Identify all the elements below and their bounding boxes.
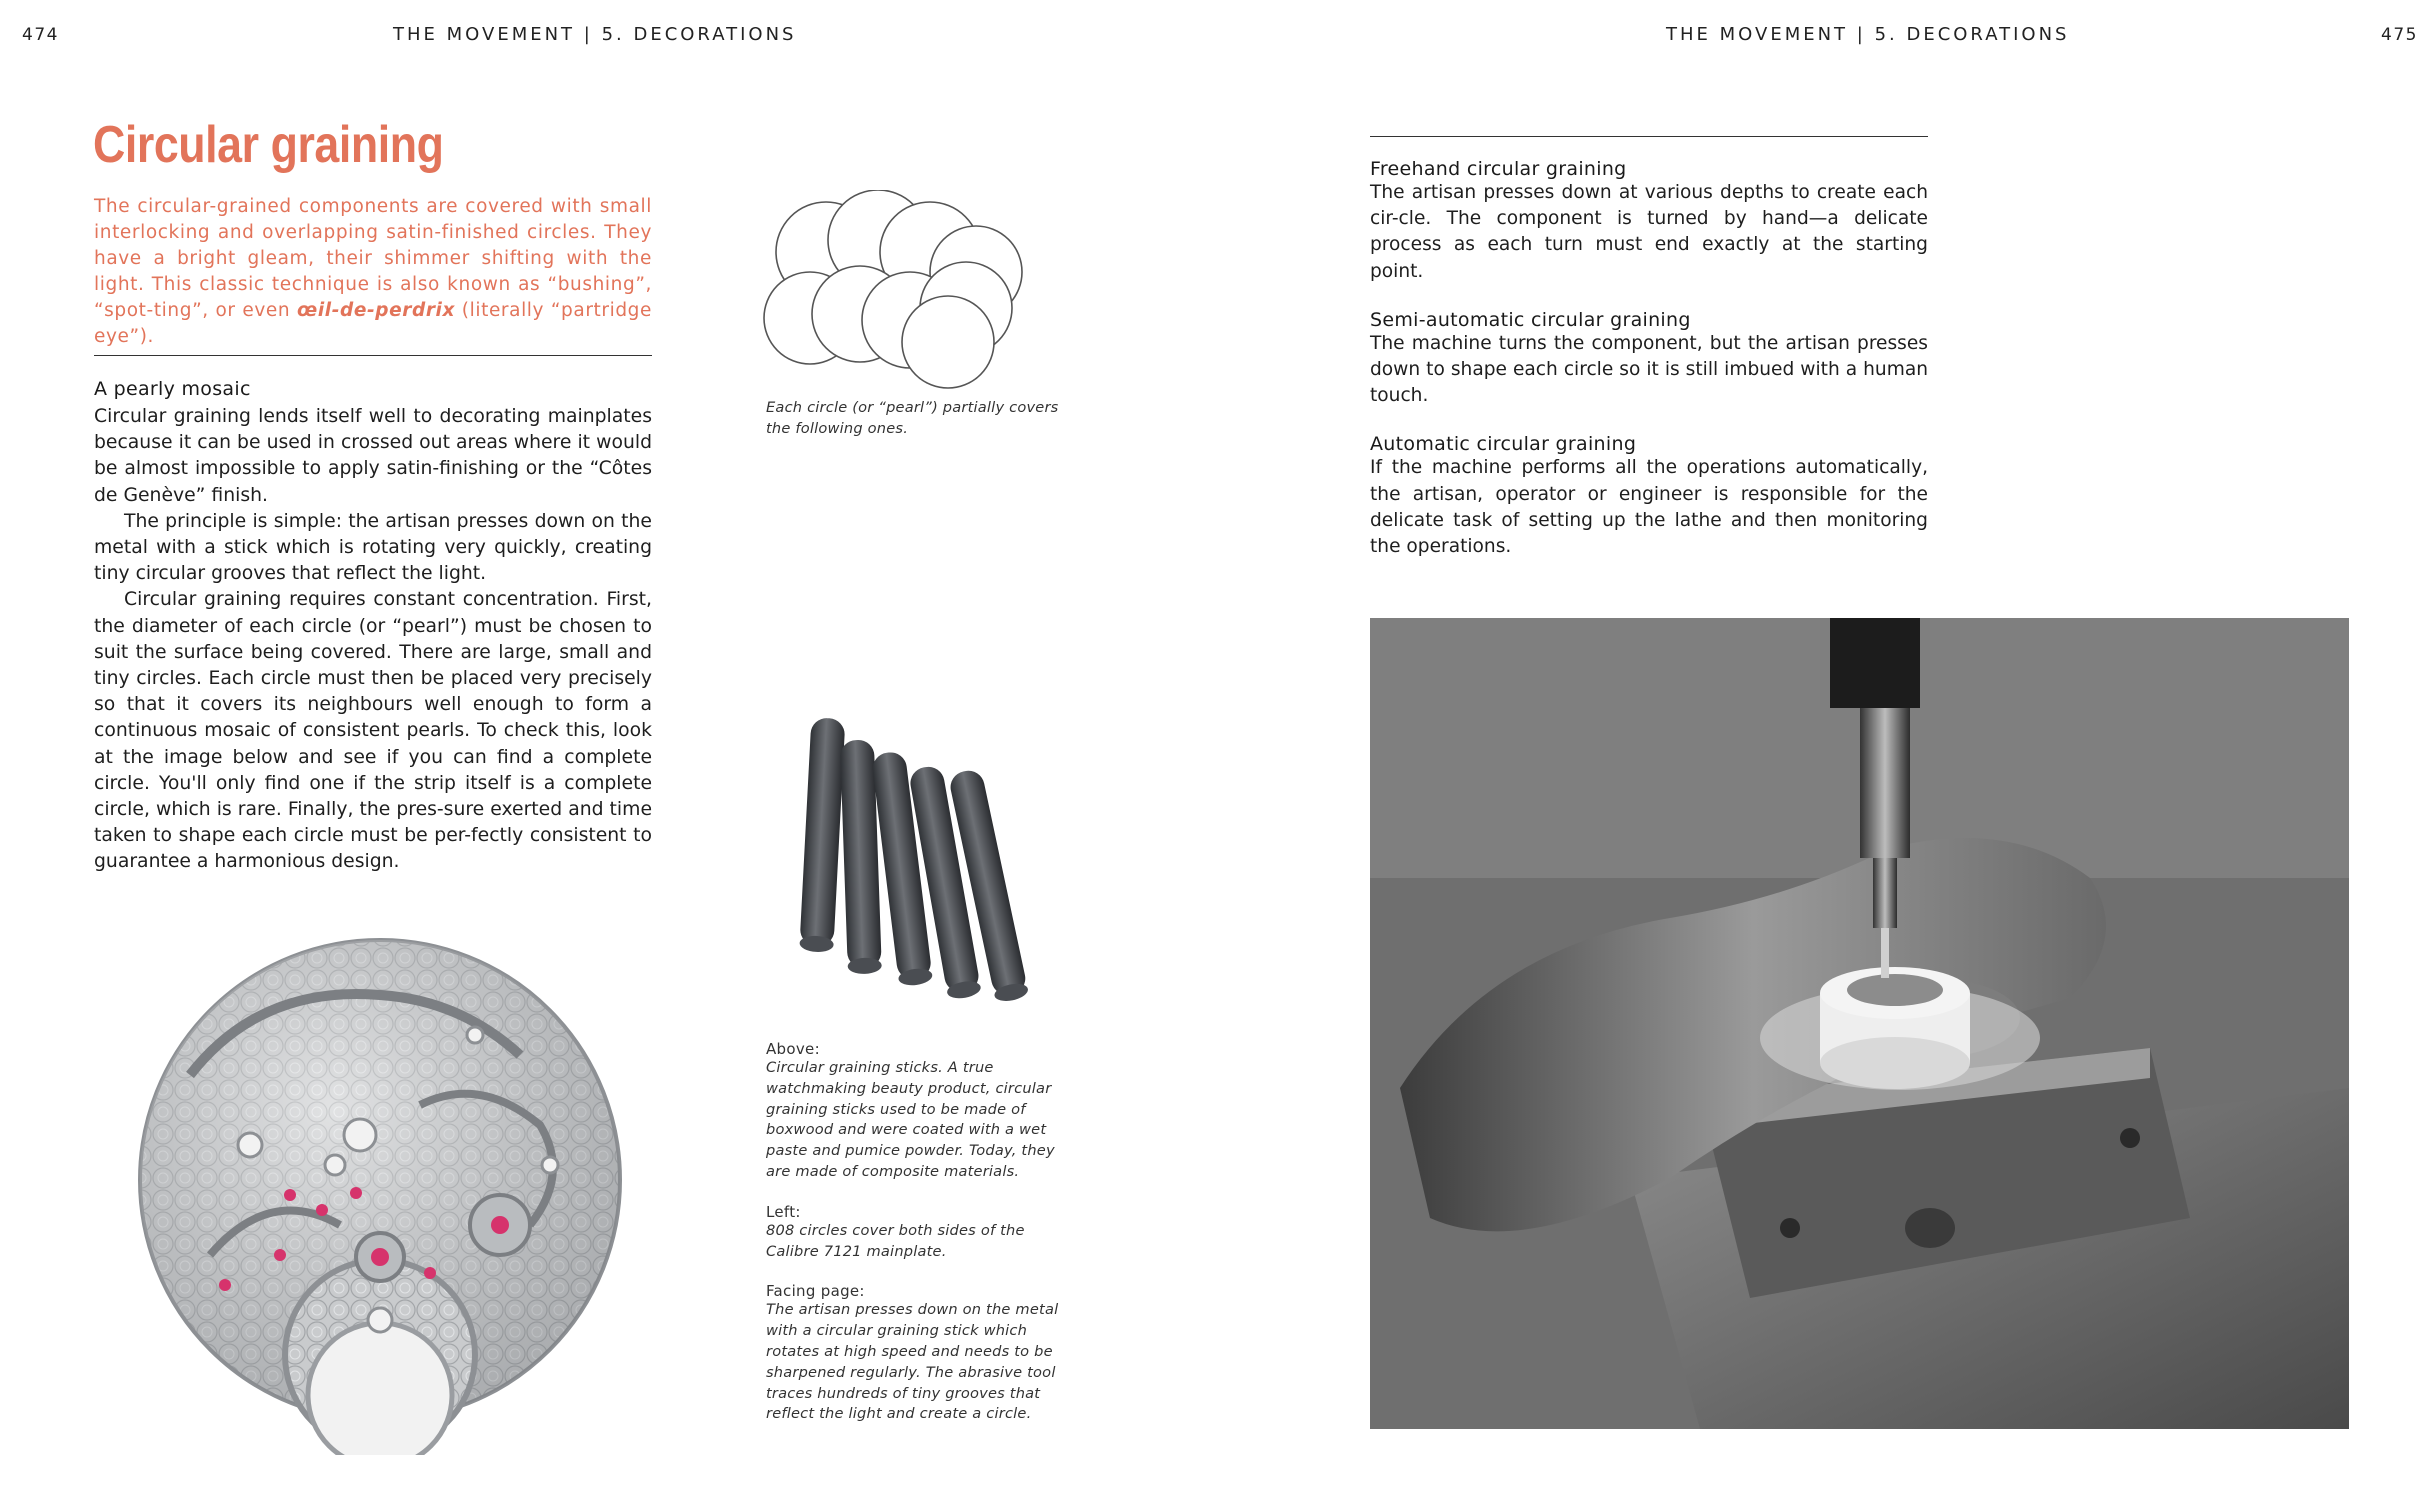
method-heading: Semi-automatic circular graining	[1370, 308, 1691, 331]
method-freehand	[1370, 158, 1928, 285]
caption-above	[766, 1040, 1066, 1183]
caption-left	[766, 1203, 1066, 1263]
mainplate-image	[130, 925, 640, 1455]
artisan-photo	[1370, 618, 2349, 1429]
right-running-title: THE MOVEMENT | 5. DECORATIONS	[1666, 24, 2070, 45]
intro-italic-term: œil-de-perdrix	[297, 300, 456, 321]
graining-sticks-image	[780, 710, 1060, 1010]
intro-paragraph	[94, 194, 652, 350]
artisan-photo-illustration	[1370, 618, 2349, 1429]
page-title: Circular graining	[93, 116, 444, 174]
caption-label: Facing page:	[766, 1282, 865, 1301]
caption-text: The artisan presses down on the metal with a circular graining stick which rotates at high speed and needs to be sharpened regularly. The abrasive tool traces hundreds of tiny grooves that reflect the light and create a circle.	[766, 1301, 1059, 1423]
right-page-divider	[1370, 136, 1928, 137]
body-paragraph: Circular graining lends itself well to decorating mainplates because it can be used in crossed out areas where it would be almost impossible to apply satin-finishing or the “Côtes de Genève” finish.	[94, 406, 652, 506]
caption-label: Left:	[766, 1202, 801, 1221]
left-running-title: THE MOVEMENT | 5. DECORATIONS	[393, 24, 797, 45]
section-heading: A pearly mosaic	[94, 378, 251, 400]
figure-captions	[766, 1040, 1066, 1445]
graining-methods	[1370, 158, 1928, 584]
body-paragraph: Circular graining requires constant concentration. First, the diameter of each circle (or “pearl”) must be chosen to suit the surface being covered. There are large, small and tiny circles. Each circle must then be placed very precisely so that it covers its neighbours well enough to form a continuous mosaic of consistent pearls. To check this, look at the image below and see if you can find a complete circle. You'll only find one if the strip itself is a complete circle, which is rare. Finally, the pres-sure exerted and time taken to shape each circle must be per-fectly consistent to guarantee a harmonious design.	[94, 589, 652, 873]
method-automatic	[1370, 433, 1928, 560]
method-text: If the machine performs all the operations automatically, the artisan, operator or engineer is responsible for the delicate task of setting up the lathe and then monitoring the operations.	[1370, 457, 1928, 558]
caption-facing-page	[766, 1282, 1066, 1425]
method-heading: Freehand circular graining	[1370, 158, 1627, 180]
intro-text: The circular-grained components are covered with small interlocking and overlapping satin-finished circles. They have a bright gleam, their shimmer shifting with the light. This classic technique is also known as “bushing”, “spot-ting”, or even	[94, 196, 652, 321]
method-text: The artisan presses down at various depths to create each cir-cle. The component is turned by hand—a delicate process as each turn must end exactly at the starting point.	[1370, 182, 1928, 282]
intro-text-end: (literally “partridge eye”).	[94, 300, 652, 347]
right-page-number: 475	[2381, 25, 2418, 45]
left-page-number: 474	[22, 25, 59, 45]
caption-text: Circular graining sticks. A true watchmaking beauty product, circular graining sticks used to be made of boxwood and were coated with a wet paste and pumice powder. Today, they are made of composite materials.	[766, 1059, 1055, 1180]
method-heading: Automatic circular graining	[1370, 433, 1637, 456]
section-divider	[94, 355, 652, 356]
caption-text: 808 circles cover both sides of the Calibre 7121 mainplate.	[766, 1221, 1025, 1260]
body-text	[94, 404, 652, 876]
method-text: The machine turns the component, but the artisan presses down to shape each circle so it is still imbued with a human touch.	[1370, 332, 1928, 407]
body-paragraph: The principle is simple: the artisan presses down on the metal with a stick which is rotating very quickly, creating tiny circular grooves that reflect the light.	[94, 510, 652, 585]
overlapping-circles-diagram	[758, 190, 1058, 400]
method-semi-automatic	[1370, 309, 1928, 410]
caption-label: Above:	[766, 1040, 820, 1058]
circles-caption: Each circle (or “pearl”) partially covers the following ones.	[766, 399, 1059, 437]
